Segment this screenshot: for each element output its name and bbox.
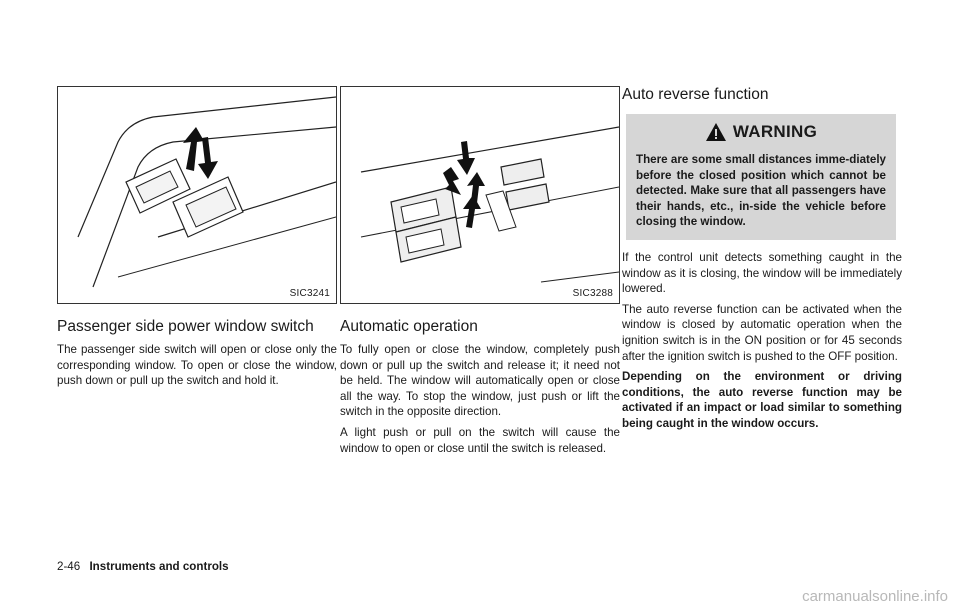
driver-switch-illustration (341, 87, 619, 303)
column-automatic-operation (340, 86, 620, 461)
footer-section-title: Instruments and controls (89, 560, 229, 573)
warning-title: WARNING (732, 122, 818, 141)
paragraph: A light push or pull on the switch will cause the window to open or close until the switch is released. (340, 425, 620, 455)
paragraph: If the control unit detects something caught in the window as it is closing, the window will be immediately lowered. (622, 250, 902, 296)
figure-code: SIC3288 (572, 288, 613, 299)
paragraph: The passenger side switch will open or close only the corresponding window. To open or close the window, push down or pull up the switch and hold it. (57, 343, 337, 388)
page-footer (57, 560, 229, 573)
paragraph: The auto reverse function can be activated when the window is closed by automatic operation when the ignition switch is in the ON position or for 45 seconds after the ignition switch is pushed to the OFF position. (622, 302, 902, 363)
warning-box (626, 114, 896, 240)
section-heading: Passenger side power window switch (57, 318, 314, 335)
column-auto-reverse (622, 86, 902, 437)
section-heading: Automatic operation (340, 318, 478, 335)
page-number: 2-46 (57, 560, 81, 573)
column-passenger-switch (57, 86, 337, 394)
warning-text: There are some small distances imme-diately before the closed position which cannot be detected. Make sure that all passengers have their hands, etc., in-side the vehicle before closing the window. (636, 153, 886, 229)
warning-header (636, 122, 886, 142)
figure-passenger-switch (57, 86, 337, 304)
figure-code: SIC3241 (289, 288, 330, 299)
warning-triangle-icon (705, 122, 727, 142)
paragraph: To fully open or close the window, completely push down or pull up the switch and release it; it need not be held. The window will automatically open or close all the way. To stop the window, just push or lift the switch in the opposite direction. (340, 343, 620, 419)
bold-paragraph: Depending on the environment or driving conditions, the auto reverse function may be activated if an impact or load similar to something being caught in the window occurs. (622, 370, 902, 430)
section-heading: Auto reverse function (622, 86, 769, 103)
figure-automatic-operation (340, 86, 620, 304)
passenger-switch-illustration (58, 87, 336, 303)
watermark: carmanualsonline.info (802, 588, 948, 605)
